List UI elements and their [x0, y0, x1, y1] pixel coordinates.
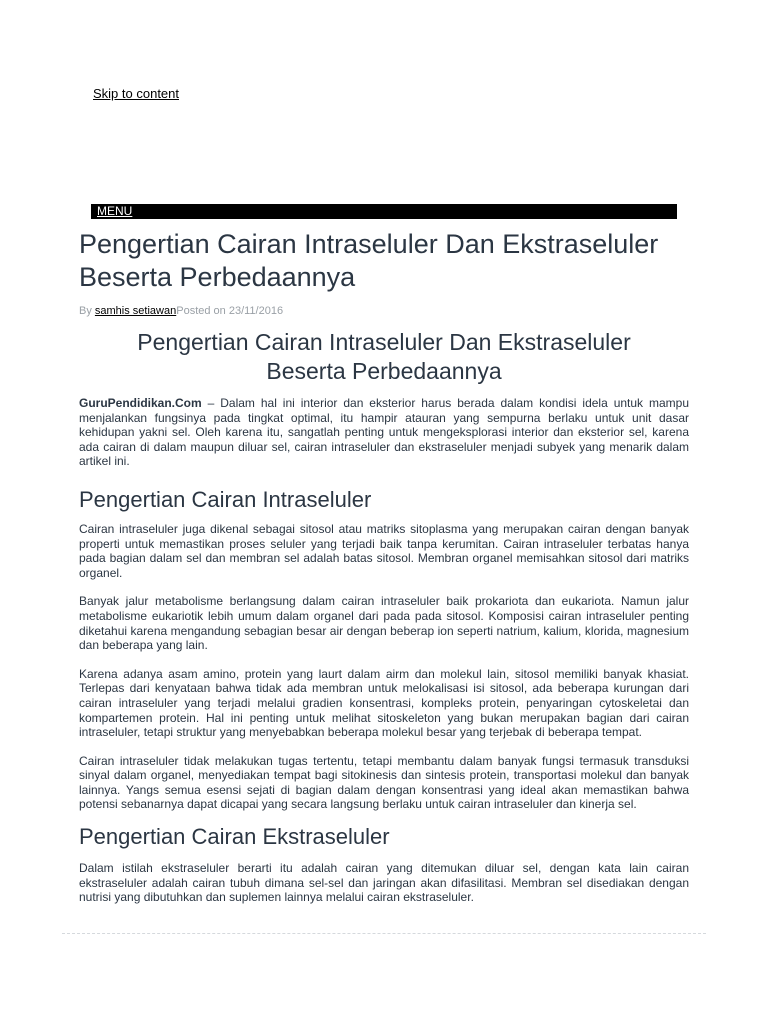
article-body	[79, 396, 689, 905]
menu-bar[interactable]	[91, 204, 677, 219]
paragraph: Cairan intraseluler juga dikenal sebagai sitosol atau matriks sitoplasma yang merupakan cairan dengan banyak properti untuk memastikan proses seluler yang terjadi baik tanpa kerumitan. Cairan intraseluler terbatas hanya pada bagian dalam sel dan membran sel adalah batas sitosol. Membran organel memisahkan sitosol dari matriks organel.	[79, 521, 689, 580]
paragraph: Dalam istilah ekstraseluler berarti itu adalah cairan yang ditemukan diluar sel, dengan kata lain cairan ekstraseluler adalah cairan tubuh dimana sel-sel dan jaringan akan difasilitasi. Membran sel disediakan dengan nutrisi yang dibutuhkan dan suplemen lainnya melalui cairan ekstraseluler.	[79, 861, 689, 905]
entry-title: Pengertian Cairan Intraseluler Dan Ekstraseluler Beserta Perbedaannya	[79, 229, 659, 292]
posted-on-text: Posted on 23/11/2016	[176, 305, 284, 317]
content-divider	[62, 933, 706, 934]
skip-to-content-link[interactable]: Skip to content	[93, 86, 179, 101]
paragraph: Cairan intraseluler tidak melakukan tugas tertentu, tetapi membantu dalam banyak fungsi termasuk transduksi sinyal dalam organel, menyediakan tempat bagi sitokinesis dan sintesis protein, transportasi molekul dan banyak lainnya. Yangs semua esensi sejati di bagian dalam dengan konsentrasi yang ideal akan memastikan bahwa potensi sebanarnya dapat dicapai yang secara langsung berlaku untuk cairan intraseluler dan kinerja sel.	[79, 753, 689, 812]
author-link[interactable]: samhis setiawan	[94, 305, 177, 317]
section-heading-intraseluler: Pengertian Cairan Intraseluler	[79, 486, 372, 512]
menu-toggle-label[interactable]: MENU	[97, 204, 133, 218]
intro-paragraph	[79, 396, 689, 469]
meta-by-label: By	[79, 305, 92, 317]
section-heading-ekstraseluler: Pengertian Cairan Ekstraseluler	[79, 824, 390, 850]
post-meta	[79, 305, 283, 317]
paragraph: Banyak jalur metabolisme berlangsung dalam cairan intraseluler baik prokariota dan eukariota. Namun jalur metabolisme eukariotik lebih umum dalam organel dari pada pada sitosol. Komposisi cairan intraseluler penting diketahui karena mengandung sebagian besar air dengan beberap ion seperti natrium, kalium, klorida, magnesium dan beberapa yang lain.	[79, 594, 689, 653]
paragraph: Karena adanya asam amino, protein yang laurt dalam airm dan molekul lain, sitosol memiliki banyak khasiat. Terlepas dari kenyataan bahwa tidak ada membran untuk melokalisasi isi sitosol, ada beberapa kurungan dari cairan intraseluler yang terjadi melalui gradien konsentrasi, kompleks protein, penyaringan cytoskeletai dan kompartemen protein. Hal ini penting untuk melihat sitoskeleton yang bukan merupakan bagian dari cairan intraseluler, tetapi struktur yang menyebabkan beberapa molekul besar yang terjebak di beberapa tempat.	[79, 666, 689, 740]
intro-text: – Dalam hal ini interior dan eksterior harus berada dalam kondisi idela untuk mampu menjalankan fungsinya pada tingkat optimal, itu hampir atauran yang sempurna berlaku untuk unit dasar kehidupan yakni sel. Oleh karena itu, sangatlah penting untuk mengeksplorasi interior dan eksterior sel, karena ada cairan di dalam maupun diluar sel, cairan intraseluler dan ekstraseluler menjadi subyek yang menarik dalam artikel ini.	[79, 396, 689, 469]
article-title: Pengertian Cairan Intraseluler Dan Ekstraseluler Beserta Perbedaannya	[137, 329, 631, 384]
site-name: GuruPendidikan.Com	[79, 396, 202, 410]
